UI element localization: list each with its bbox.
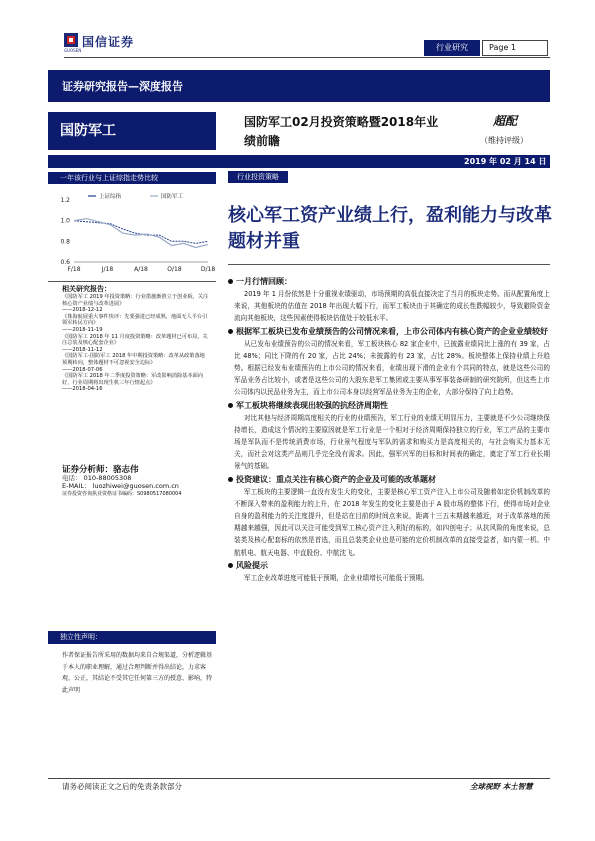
analyst-email[interactable]: E-MAIL： luozhiwei@guosen.com.cn: [62, 482, 179, 490]
section-heading: 一月行情回顾：: [228, 275, 550, 288]
related-item[interactable]: 《国防军工-国防军工 2018 年中期投资策略：改革从政策落地预期转向，整体题材不可忽视安全边际》 ——2018-07-06: [62, 353, 205, 373]
footer-disclaimer: 请务必阅读正文之后的免责条款部分: [62, 782, 182, 791]
logo-sub: GUOSEN: [64, 48, 82, 53]
section-text: 对比其他与经济周期高度相关的行业的业绩预告，军工行业的业绩无明显压力，主要就是不少公司继续保持增长，造成这个情况的主要原因就是军工行业是一个相对于经济周期保持独立的行业，军工产品的主要市场是军队而不是传统消费市场，行业景气程度与军队的需求和购买力是高度相关的，与社会购买力基本无关，而社会对这类产品则几乎完全没有需求。因此，强军兴军的目标和时间表的确定，奠定了军工行业长期景气的基础。: [234, 413, 550, 471]
analyst-heading: 证券分析师：骆志伟: [62, 465, 139, 475]
x-tick-label: F/18: [67, 266, 81, 273]
headline: 核心军工资产业绩上行，盈利能力与改革题材并重: [228, 205, 552, 252]
related-title: 相关研究报告：: [62, 285, 111, 293]
header-tag: 行业研究: [424, 40, 480, 56]
related-item[interactable]: 《珠海航展重大事件快评：先要强进已经成熟，地面无人平台引领军转民方向》 ——2018-11-19: [62, 313, 208, 333]
analyst-contact: [62, 474, 212, 490]
related-item[interactable]: 《国防军工 2018 年 11 月度投资策略：改革题材已可布局，关注总装及核心配套企业》 ——2018-11-12: [62, 333, 208, 353]
analyst-name: 骆志伟: [113, 465, 139, 475]
related-item[interactable]: 《国防军工 2018 年二季度投资策略：军改影响消除基本面向好，行业周期将出现生机三年行情起点》 ——2018-04-16: [62, 373, 204, 393]
report-body: [228, 275, 550, 584]
section-heading: 军工板块将继续表现出较强的抗经济周期性: [228, 399, 550, 412]
footer-slogan: 全球视野 本土智慧: [470, 782, 533, 791]
section-heading: 投资建议：重点关注有核心资产的企业及可能的改革题材: [228, 473, 550, 486]
header-divider: [64, 57, 550, 58]
section: [228, 399, 550, 473]
footer-divider: [48, 778, 550, 779]
section-heading: 风险提示: [228, 559, 550, 572]
x-tick-label: D/18: [200, 266, 216, 273]
section-text: 军工企业改革进度可能低于预期，企业业绩增长可能低于预期。: [244, 573, 429, 582]
legend-label: 上证综指: [99, 194, 122, 200]
section-text: 军工板块的主要逻辑一直没有发生大的变化，主要是核心军工资产注入上市公司及随着如定价机制改革的不断深入带来的盈利能力的上升，在 2018 年发生的变化主要是由于 A 股市场的整体下行，使得市场对企业自身的盈利能力的关注度提升，但是站在目前的时间点来说，距离十三五末期越来越近，对于改革落地的预期越来越强，因此可以关注可能受到军工核心资产注入利好的标的，如四创电子；从抗风险的角度来说，总装类及核心配套标的依然是首选，而且总装类企业也是可能的定价机制改革的直接受益者，如内蒙一机、中航机电、航天电器、中直股份、中航沈飞。: [234, 487, 550, 557]
x-tick-label: A/18: [134, 266, 148, 273]
section: [228, 275, 550, 325]
page-number: Page 1: [482, 40, 548, 56]
series-line-0: [74, 221, 208, 244]
section: [228, 325, 550, 399]
section-text: 2019 年 1 月份依然是十分重视业绩驱动，市场预期的高低直接决定了当月的板块走势。而从配置角度上来说，其他板块的估值在 2018 年出现大幅下行，而军工板块由于其确定的成长性跌幅较少，导致避险资金流向其他板块，这些因素使得板块估值处于较低水平。: [234, 290, 550, 323]
rating: 超配: [493, 114, 518, 128]
report-title: 国防军工02月投资策略暨2018年业绩前瞻: [244, 115, 439, 148]
report-category-tag: 行业投资策略: [228, 171, 288, 183]
headline-divider: [228, 264, 550, 265]
analyst-cert: 证券投资咨询执业资格证书编码：S0980517080004: [62, 491, 182, 497]
section-text: 从已发布业绩预告的公司的情况来看，军工板块核心 82 家企业中，已披露业绩同比上涨的有 39 家，占比 48%；同比下降的有 20 家，占比 24%；未披露的有 23 家，占比 28%。板块整体上保持业绩上升趋势。根据已经发布业绩预告的上市公司的情况来看，业绩出现下滑的企业有个共同的特点，就是这些公司的军品业务占比较小，或者是这些公司的大股东是军工集团或主要从事军事装备研制的研究院所，但这些上市公司体内以民品业务为主，而上市公司本身以经营军品业务为主的企业，大部分保持了向上趋势。: [234, 339, 550, 397]
y-tick-label: 0.6: [60, 259, 70, 266]
x-tick-label: O/18: [167, 266, 182, 273]
logo-text: 国信证券: [82, 35, 135, 49]
independence-text: 作者保证报告所采用的数据均来自合规渠道，分析逻辑基于本人的职业理解，通过合理判断并得出结论，力求客观、公正，其结论不受其它任何第三方的授意、影响，特此声明: [62, 652, 213, 694]
analyst-phone: 电话： 010-88005308: [62, 474, 132, 482]
guosen-logo-icon: [64, 33, 78, 47]
rating-sub: （维持评级）: [480, 136, 528, 145]
y-tick-label: 0.8: [60, 238, 70, 246]
report-date: 2019 年 02 月 14 日: [464, 157, 547, 166]
related-list: [62, 294, 210, 393]
y-tick-label: 1.2: [60, 197, 70, 204]
section-heading: 根据军工板块已发布业绩预告的公司情况来看，上市公司体内有核心资产的企业业绩较好: [228, 325, 550, 338]
performance-chart: [48, 186, 216, 278]
chart-title: 一年该行业与上证综指走势比较: [48, 172, 216, 184]
section: [228, 559, 550, 584]
left-divider: [48, 281, 216, 282]
report-type: 证券研究报告—深度报告: [62, 80, 183, 93]
x-tick-label: J/18: [101, 266, 114, 273]
series-line-1: [74, 219, 208, 248]
section: [228, 473, 550, 559]
related-item[interactable]: 《国防军工 2019 年投资策略：行业措施渐推立于创业板，关注核心资产业绩与改革进展》 ——2018-12-12: [62, 294, 209, 314]
legend-label: 国防军工: [161, 194, 184, 200]
industry-name: 国防军工: [60, 123, 116, 139]
y-tick-label: 1.0: [60, 217, 70, 225]
independence-title: 独立性声明：: [48, 631, 216, 644]
